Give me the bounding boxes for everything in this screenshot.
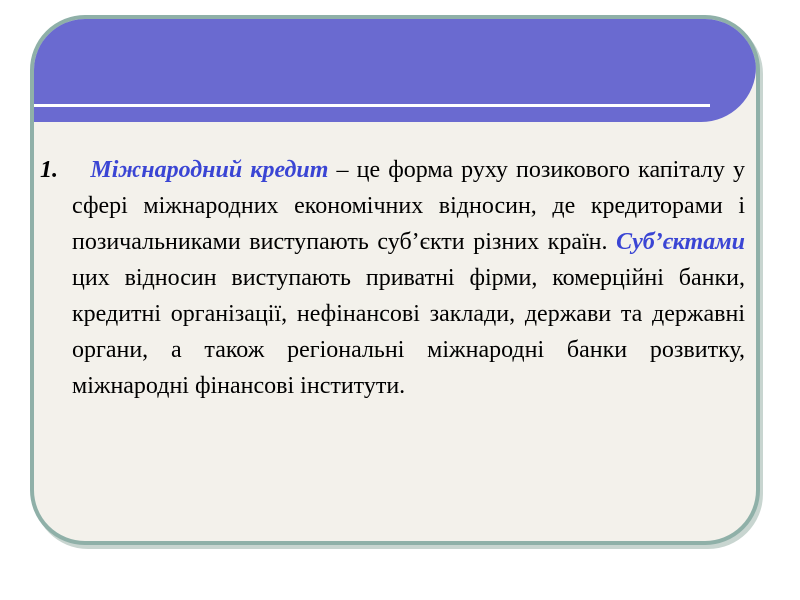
slide-body: [40, 152, 745, 404]
definition-paragraph: [40, 152, 745, 404]
item-number: 1.: [40, 157, 58, 183]
subjects-text: цих відносин виступають приватні фірми, комерційні банки, кредитні організації, нефінансові заклади, держави та державні органи, а також регіональні міжнародні банки розвитку, міжнародні фінансові інститути.: [72, 265, 745, 399]
number-spacer: [58, 157, 90, 183]
title-divider: [34, 104, 710, 107]
definition-text: – це форма руху позикового капіталу у сфері міжнародних економічних відносин, де кредиторами і позичальниками виступають суб’єкти різних країн.: [72, 157, 746, 255]
term-subjects: Суб’єктами: [616, 229, 745, 255]
term-international-credit: Міжнародний кредит: [90, 157, 329, 183]
